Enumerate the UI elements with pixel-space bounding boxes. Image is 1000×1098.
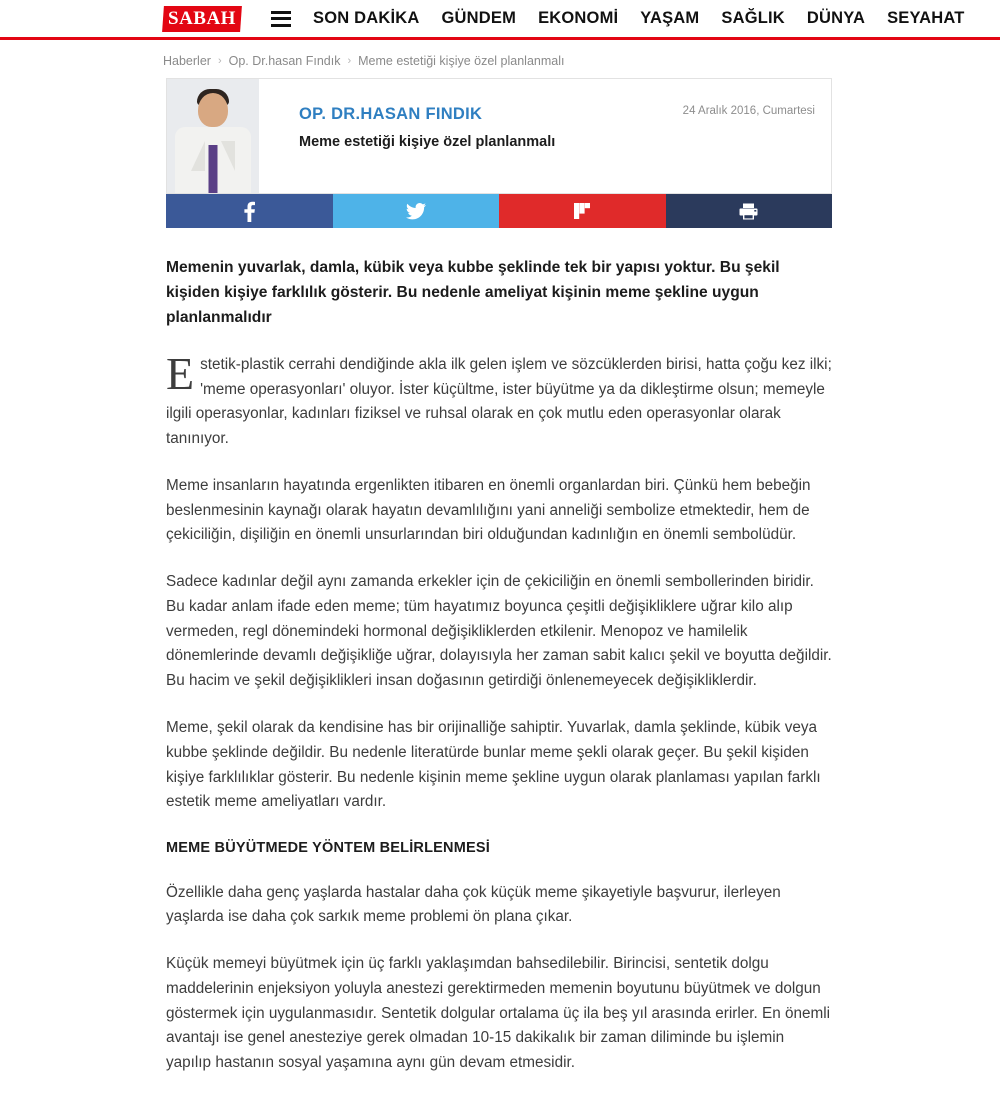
nav-item-son-dakika[interactable]: SON DAKİKA [313, 9, 420, 27]
article-paragraph: Sadece kadınlar değil aynı zamanda erkekler için de çekiciliğin en önemli sembollerinden biridir. Bu kadar anlam ifade eden meme; tüm hayatımız boyunca çeşitli değişikliklere uğrar kilo alıp vermeden, regl dönemindeki hormonal değişikliklerden etkilenir. Menopoz ve hamilelik dönemlerinde devamlı değişikliğe uğrar, dolayısıyla her zaman sabit kalıcı şekil ve boyutta değildir. Bu hacim ve şekil değişiklikleri insan doğasının getirdiği önlenemeyecek değişikliklerdir. [166, 573, 832, 690]
twitter-icon [406, 203, 426, 220]
article-paragraph: Estetik-plastik cerrahi dendiğinde akla ilk gelen işlem ve sözcüklerden birisi, hatta çoğu kez ilki; 'meme operasyonları' oluyor. İster küçültme, ister büyütme ya da dikleştirme olsun; memeyle ilgili operasyonlar, kadınları fiziksel ve ruhsal olarak en çok mutlu eden operasyonlar olarak tanınıyor. [166, 347, 832, 448]
breadcrumb-item-author[interactable]: Op. Dr.hasan Fındık [228, 54, 341, 68]
article-date: 24 Aralık 2016, Cumartesi [682, 105, 815, 117]
author-portrait [167, 79, 259, 193]
author-name[interactable]: OP. DR.HASAN FINDIK [299, 105, 483, 123]
print-button[interactable] [666, 194, 833, 228]
nav-item-gundem[interactable]: GÜNDEM [441, 9, 517, 27]
article-paragraph: Küçük memeyi büyütmek için üç farklı yaklaşımdan bahsedilebilir. Birincisi, sentetik dolgu maddelerinin enjeksiyon yoluyla anestezi gerektirmeden memenin boyutunu büyütmek ve dolgun göstermek için uygulanmasıdır. Sentetik dolgular ortalama üç ila beş yıl arasında erirler. En önemli avantajı ise genel anesteziye gerek olmadan 10-15 dakikalık bir zaman diliminde bu işlemin yapılıp hastanın sosyal yaşamına aynı gün devam etmesidir. [166, 955, 831, 1072]
nav-item-saglik[interactable]: SAĞLIK [721, 9, 785, 27]
printer-icon [739, 203, 758, 220]
article-subtitle: Meme estetiği kişiye özel planlanmalı [299, 134, 556, 150]
share-bar [166, 194, 832, 228]
nav-item-ekonomi[interactable]: EKONOMİ [538, 9, 619, 27]
nav-item-seyahat[interactable]: SEYAHAT [887, 9, 965, 27]
article-body [166, 228, 832, 1076]
sabah-logo[interactable] [162, 6, 242, 32]
nav-item-dunya[interactable]: DÜNYA [806, 9, 866, 27]
portrait-collar-right [221, 141, 235, 171]
breadcrumb-separator-icon: › [217, 55, 222, 67]
breadcrumb [0, 40, 1000, 78]
article-container [166, 78, 832, 1076]
main-navigation [313, 9, 965, 28]
author-box [166, 78, 832, 194]
portrait-head [198, 93, 228, 127]
site-header [0, 0, 1000, 40]
twitter-share-button[interactable] [333, 194, 500, 228]
portrait-tie [209, 145, 218, 193]
portrait-collar-left [191, 141, 205, 171]
facebook-icon [243, 200, 256, 222]
article-paragraph: Özellikle daha genç yaşlarda hastalar daha çok küçük meme şikayetiyle başvurur, ilerleyen yaşlarda ise daha çok sarkık meme problemi ön plana çıkar. [166, 883, 781, 926]
article-paragraph: Meme insanların hayatında ergenlikten itibaren en önemli organlardan biri. Çünkü hem bebeğin beslenmesinin kaynağı olarak hayatın devamlılığını yani anneliği sembolize etmektedir, hem de çekiciliğin, dişiliğin en önemli unsurlarından biri olduğundan kadınlığın en önemli sembolüdür. [166, 476, 811, 544]
facebook-share-button[interactable] [166, 194, 333, 228]
hamburger-icon[interactable] [271, 11, 291, 27]
section-heading: MEME BÜYÜTMEDE YÖNTEM BELİRLENMESİ [166, 840, 490, 857]
article-lead: Memenin yuvarlak, damla, kübik veya kubbe şeklinde tek bir yapısı yoktur. Bu şekil kişiden kişiye farklılık gösterir. Bu nedenle ameliyat kişinin meme şekline uygun planlanmalıdır [166, 259, 780, 326]
breadcrumb-separator-icon: › [347, 55, 352, 67]
flipboard-share-button[interactable] [499, 194, 666, 228]
author-meta [259, 79, 831, 193]
article-paragraph: Meme, şekil olarak da kendisine has bir orijinalliğe sahiptir. Yuvarlak, damla şeklinde, kübik veya kubbe şeklinde değildir. Bu nedenle literatürde bunlar meme şekli olarak geçer. Bu şekil kişiden kişiye farklılıklar gösterir. Bu nedenle kişinin meme şekline uygun olarak planlaması yapılan farklı estetik meme ameliyatları vardır. [166, 719, 821, 811]
breadcrumb-item-current: Meme estetiği kişiye özel planlanmalı [358, 54, 565, 68]
breadcrumb-item-haberler[interactable]: Haberler [163, 54, 211, 68]
logo-text: SABAH [168, 7, 236, 29]
flipboard-icon [574, 203, 590, 219]
nav-item-yasam[interactable]: YAŞAM [640, 9, 700, 27]
